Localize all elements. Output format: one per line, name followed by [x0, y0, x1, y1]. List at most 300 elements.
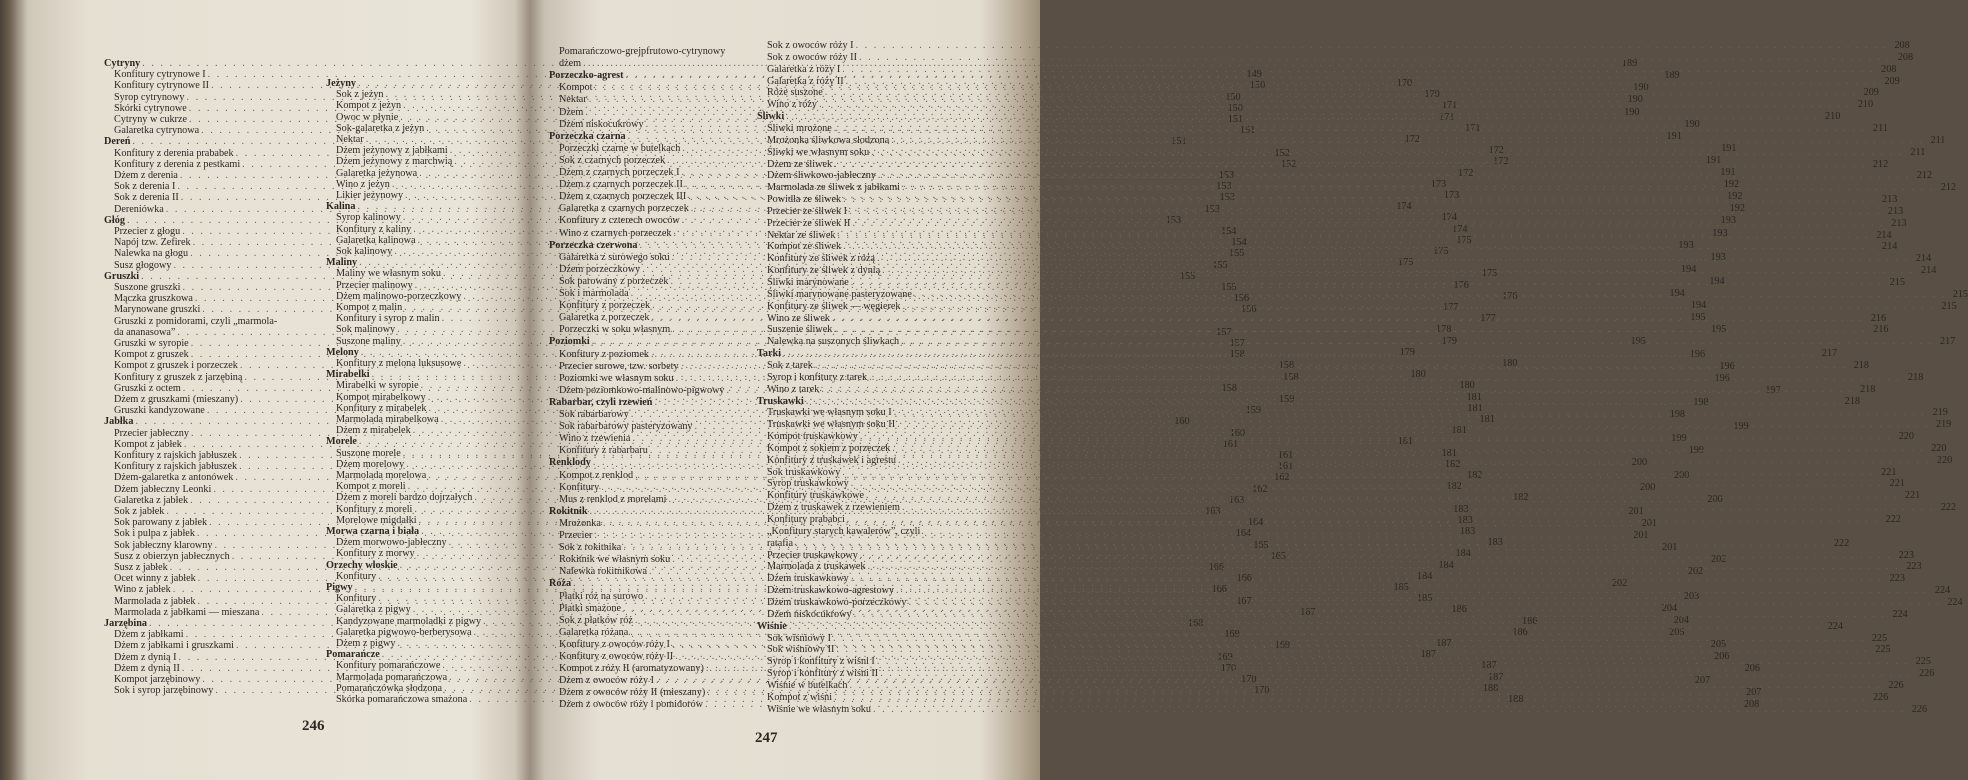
- entry-title: Napój tzw. Zefirek: [114, 237, 191, 249]
- entry-title: Galaretka pigwowo-berberysowa: [336, 626, 472, 638]
- page-ref: 196: [1719, 360, 1735, 372]
- page-ref: 150: [1249, 80, 1266, 92]
- entry-title: Śliwki: [757, 111, 785, 123]
- page-ref: 178: [1436, 324, 1452, 336]
- entry-title: Sok i syrop jarzębinowy: [114, 685, 214, 697]
- entry-title: Owoc w płynie: [336, 111, 399, 123]
- entry-title: Konfitury z truskawek i agrestu: [767, 454, 897, 466]
- entry-title: ratafia: [767, 537, 794, 549]
- entry-title: Galaretka z jabłek: [114, 494, 189, 506]
- page-ref: 210: [1857, 99, 1874, 111]
- entry-title: Sok z derenia II: [114, 192, 179, 204]
- page-ref: 212: [1940, 182, 1957, 194]
- page-ref: 161: [1222, 438, 1239, 450]
- page-ref: 197: [1765, 384, 1781, 396]
- entry-title: Kompot z sokiem z porzeczek: [767, 442, 891, 454]
- entry-title: Galaretka cytrynowa: [114, 125, 200, 137]
- page-ref: 201: [1633, 530, 1649, 541]
- entry-title: Dżem niskocukrowy: [559, 118, 644, 130]
- page-ref: 155: [1221, 282, 1237, 293]
- page-ref: 184: [1455, 548, 1471, 560]
- page-ref: 170: [1424, 89, 1440, 101]
- page-ref: 195: [1711, 324, 1727, 336]
- page-ref: 172: [1493, 156, 1509, 168]
- page-ref: 177: [1480, 313, 1496, 325]
- page-ref: 217: [1821, 348, 1838, 360]
- page-ref: 215: [1941, 300, 1957, 312]
- entry-title: Nalewka rokitnikowa: [559, 566, 647, 578]
- entry-title: Gruszki z octem: [114, 382, 181, 394]
- entry-title: Nalewka na suszonych śliwkach: [767, 336, 900, 348]
- page-ref: 222: [1833, 537, 1850, 549]
- page-ref: 170: [1254, 685, 1270, 697]
- entry-title: Sok malinowy: [336, 324, 396, 336]
- page-ref: 203: [1683, 590, 1700, 602]
- dot-leader: [789, 621, 1821, 632]
- entry-title: Konfitury z owoców róży II: [559, 651, 674, 662]
- entry-title: Sok z tarek: [767, 359, 813, 371]
- dot-leader: [834, 324, 1866, 335]
- entry-title: Mrożonka: [559, 517, 601, 529]
- entry-title: Przecier: [559, 530, 593, 541]
- page-ref: 184: [1438, 559, 1454, 571]
- page-ref: 217: [1939, 336, 1956, 348]
- dot-leader: [836, 644, 1868, 655]
- page-ref: 177: [1443, 302, 1459, 313]
- entry-title: Kompot: [559, 82, 593, 94]
- entry-title: Przecier jabłeczny: [114, 427, 189, 439]
- page-ref: 170: [1396, 78, 1413, 89]
- page-ref: 181: [1479, 414, 1495, 425]
- page-ref: 179: [1441, 335, 1457, 347]
- dot-leader: [843, 241, 1875, 252]
- page-ref: 218: [1860, 383, 1876, 395]
- page-ref: 208: [1743, 699, 1760, 711]
- page-ref: 183: [1457, 514, 1473, 526]
- entry-title: Cytryny: [104, 58, 141, 69]
- page-ref: 174: [1452, 223, 1468, 235]
- page-ref: 166: [1211, 584, 1227, 596]
- entry-title: Konfitury z derenia z pestkami: [114, 158, 241, 170]
- page-ref: 182: [1467, 470, 1483, 481]
- dot-leader: [867, 561, 1899, 572]
- entry-title: Powidła ze śliwek: [767, 194, 842, 206]
- entry-title: Dereń: [104, 136, 131, 148]
- page-ref: 169: [1274, 640, 1291, 652]
- dot-leader: [819, 99, 1851, 110]
- entry-title: Sok z rokitnika: [559, 542, 622, 554]
- page-ref: 171: [1465, 122, 1481, 134]
- entry-title: Orzechy włoskie: [326, 559, 398, 571]
- entry-title: Przecier ze śliwek II: [767, 217, 851, 229]
- page-ref: 175: [1398, 257, 1414, 269]
- page-ref: 181: [1466, 391, 1482, 403]
- entry-title: Galaretka z róży II: [767, 75, 844, 87]
- entry-title: Sok z jabłek: [114, 506, 165, 517]
- entry-title: Sok kalinowy: [336, 246, 393, 257]
- entry-title: Kompot jarzębinowy: [114, 674, 201, 685]
- page-ref: 223: [1898, 549, 1914, 561]
- page-ref: 202: [1687, 566, 1704, 578]
- entry-title: Pomarańcze: [326, 649, 380, 661]
- page-ref: 161: [1277, 461, 1294, 473]
- entry-title: Konfitury z melona luksusowe: [336, 358, 462, 369]
- page-ref: 151: [1240, 125, 1256, 137]
- entry-title: Sok rabarbarowy pasteryzowany: [559, 421, 693, 433]
- page-ref: 176: [1453, 279, 1469, 291]
- entry-title: Marmolada z truskawek: [767, 561, 866, 573]
- page-ref: 190: [1627, 94, 1643, 106]
- page-ref: 201: [1662, 542, 1678, 554]
- entry-title: „Konfitury starych kawalerów”, czyli: [767, 525, 921, 537]
- page-ref: 201: [1641, 517, 1658, 529]
- page-ref: 186: [1522, 615, 1538, 627]
- entry-title: Porzeczki czarne w butelkach: [559, 142, 681, 154]
- entry-title: Dżem: [559, 106, 584, 118]
- page-ref: 185: [1417, 593, 1433, 605]
- entry-title: Dżem z owoców róży i pomidorów: [559, 699, 704, 711]
- entry-title: Pomarańczówka słodzona: [336, 682, 443, 694]
- page-ref: 222: [1940, 502, 1957, 514]
- entry-title: Marmolada mirabelkowa: [336, 414, 439, 425]
- page-ref: 224: [1827, 620, 1843, 632]
- page-ref: 158: [1229, 349, 1245, 361]
- page-ref: 208: [1881, 63, 1897, 75]
- page-ref: 181: [1397, 436, 1414, 448]
- page-ref: 189: [1621, 58, 1638, 70]
- page-ref: 194: [1681, 263, 1697, 275]
- entry-title: Przecier malinowy: [336, 279, 413, 291]
- page-ref: 211: [1930, 134, 1946, 146]
- page-ref: 162: [1274, 472, 1290, 484]
- entry-title: Dżem z dynią I: [114, 651, 177, 663]
- dot-leader: [847, 514, 1879, 525]
- entry-title: Morele: [326, 436, 357, 448]
- entry-title: Dżem z pigwy: [336, 638, 396, 649]
- entry-title: Płatki róż na surowo: [559, 590, 644, 602]
- entry-title: Suszone gruszki: [114, 282, 181, 293]
- index-entry: [549, 46, 755, 57]
- page-ref: 198: [1669, 409, 1686, 420]
- entry-title: Konfitury z owoców róży I: [559, 638, 670, 650]
- page-ref: 200: [1631, 457, 1648, 469]
- entry-title: Dżem z czarnych porzeczek I: [559, 167, 680, 178]
- page-ref: 169: [1217, 651, 1233, 663]
- page-ref: 213: [1887, 205, 1904, 217]
- page-ref: 174: [1441, 212, 1457, 224]
- page-ref: 195: [1690, 312, 1706, 324]
- entry-title: Suszone morele: [336, 447, 401, 459]
- page-ref: 192: [1729, 203, 1745, 215]
- page-ref: 150: [1227, 102, 1243, 114]
- page-ref: 193: [1678, 239, 1694, 251]
- entry-title: Maliny we własnym soku: [336, 268, 441, 280]
- dot-leader: [833, 633, 1865, 644]
- page-ref: 175: [1433, 246, 1449, 257]
- page-ref: 214: [1921, 265, 1937, 277]
- page-ref: 182: [1513, 492, 1529, 504]
- page-ref: 154: [1221, 226, 1237, 237]
- entry-title: Syrop kalinowy: [336, 212, 401, 224]
- dot-leader: [894, 407, 1926, 418]
- dot-leader: [815, 360, 1847, 371]
- entry-title: Dżem z mirabelek: [336, 425, 411, 437]
- page-ref: 191: [1721, 142, 1737, 154]
- page-ref: 171: [1439, 111, 1455, 123]
- dot-leader: [821, 384, 1853, 395]
- entry-title: Kompot ze śliwek: [767, 241, 842, 253]
- entry-title: Sok z derenia I: [114, 181, 176, 193]
- entry-title: Przecier truskawkowy: [767, 549, 858, 561]
- page-ref: 167: [1236, 595, 1252, 607]
- entry-title: Rabarbar, czyli rzewień: [549, 396, 653, 408]
- entry-title: Galaretka z czarnych porzeczek: [559, 203, 689, 215]
- entry-title: Nektar ze śliwek: [767, 229, 836, 241]
- page-ref: 155: [1228, 248, 1245, 260]
- dot-leader: [902, 182, 1934, 193]
- page-ref: 175: [1481, 268, 1498, 280]
- page-ref: 183: [1453, 503, 1469, 515]
- page-ref: 218: [1853, 359, 1869, 371]
- page-ref: 159: [1279, 394, 1295, 405]
- page-ref: 191: [1705, 154, 1722, 166]
- dot-leader: [877, 656, 1909, 667]
- entry-title: Syrop i konfitury z wiśni II: [767, 668, 879, 680]
- entry-title: Konfitury z morwy: [336, 548, 415, 560]
- entry-title: Kompot truskawkowy: [767, 431, 858, 443]
- page-ref: 166: [1208, 562, 1224, 573]
- page-ref: 160: [1229, 427, 1246, 439]
- entry-title: Dżem z dynią II: [114, 662, 180, 674]
- entry-title: Dżem z owoców róży I: [559, 675, 655, 687]
- entry-title: Marmolada z jabłkami — mieszana: [114, 606, 260, 618]
- page-ref: 210: [1825, 111, 1841, 123]
- page-ref: 195: [1630, 336, 1646, 348]
- page-ref: 206: [1744, 663, 1760, 675]
- page-ref: 209: [1884, 75, 1900, 87]
- entry-title: Konfitury z derenia prababek: [114, 147, 234, 159]
- entry-title: Sok z czarnych porzeczek: [559, 154, 666, 166]
- entry-title: Dżem morelowy: [336, 458, 405, 470]
- page-ref: 207: [1694, 675, 1711, 687]
- entry-title: Dżem ze śliwek: [767, 158, 833, 170]
- page-ref: 193: [1712, 227, 1728, 239]
- dot-leader: [851, 478, 1883, 489]
- page-ref: 183: [1487, 537, 1503, 549]
- entry-title: Jarzębina: [104, 618, 148, 629]
- entry-title: Marynowane gruszki: [114, 304, 201, 316]
- page-ref: 187: [1436, 638, 1452, 649]
- entry-title: Śliwki marynowane: [767, 277, 849, 288]
- page-ref: 164: [1247, 517, 1264, 529]
- page-ref: 190: [1624, 106, 1640, 118]
- entry-title: Wiśnie w butelkach: [767, 679, 848, 691]
- page-ref: 170: [1241, 674, 1257, 685]
- page-ref: 165: [1253, 539, 1269, 551]
- dot-leader: [869, 372, 1901, 383]
- page-ref: 155: [1212, 259, 1228, 271]
- entry-title: Dżem malinowo-porzeczkowy: [336, 290, 462, 302]
- entry-title: Wino z czarnych porzeczek: [559, 227, 672, 239]
- page-ref: 218: [1908, 371, 1924, 383]
- page-ref: 150: [1225, 91, 1241, 103]
- entry-title: Likier jeżynowy: [336, 190, 404, 201]
- page-ref: 186: [1512, 626, 1528, 638]
- entry-title: Sok wiśniowy I: [767, 632, 831, 644]
- page-ref: 181: [1441, 447, 1457, 459]
- page-ref: 226: [1872, 691, 1889, 703]
- dot-leader: [866, 490, 1898, 504]
- page-ref: 158: [1278, 360, 1295, 372]
- dot-leader: [859, 52, 1891, 63]
- page-ref: 211: [1910, 146, 1926, 158]
- entry-title: Sok z płatków róż: [559, 614, 633, 626]
- dot-leader: [832, 313, 1864, 324]
- entry-title: Sok wiśniowy II: [767, 644, 835, 656]
- entry-title: Kompot z malin: [336, 302, 403, 313]
- entry-title: Mirabelki w syropie: [336, 380, 419, 392]
- entry-title: Konfitury cytrynowe II: [114, 80, 210, 92]
- dot-leader: [852, 218, 1884, 229]
- entry-title: Morwa czarna i biała: [326, 526, 420, 537]
- dot-leader: [871, 147, 1903, 158]
- page-ref: 187: [1481, 660, 1497, 672]
- entry-title: Suszenie śliwek: [767, 324, 833, 336]
- page-ref: 224: [1892, 608, 1908, 620]
- page-ref: 204: [1673, 614, 1689, 626]
- entry-title: Gruszki kandyzowane: [114, 405, 205, 417]
- page-ref: 221: [1904, 490, 1921, 502]
- dot-leader: [901, 336, 1933, 347]
- page-ref: 214: [1915, 253, 1932, 265]
- entry-title: Dżem poziomkowo-malinowo-pigwowy: [559, 384, 725, 396]
- page-ref: 165: [1270, 550, 1286, 562]
- entry-title: Konfitury: [336, 570, 377, 582]
- page-ref: 198: [1693, 396, 1709, 408]
- entry-title: Wino z róży: [767, 99, 817, 111]
- page-ref: 182: [1445, 458, 1461, 470]
- entry-title: Syrop i konfitury z wiśni I: [767, 656, 875, 668]
- page-ref: 185: [1393, 582, 1409, 593]
- right-page-number: 247: [755, 730, 778, 746]
- dot-leader: [908, 597, 1940, 608]
- page-ref: 215: [1889, 277, 1905, 288]
- entry-title: Konfitury i syrop z malin: [336, 313, 440, 325]
- page-ref: 170: [1220, 662, 1237, 674]
- page-ref: 187: [1420, 649, 1436, 661]
- dot-leader: [806, 396, 1838, 407]
- entry-title: Truskawki we własnym soku II: [767, 419, 896, 431]
- entry-title: Sok i marmolada: [559, 288, 629, 299]
- page-ref: 218: [1844, 395, 1860, 407]
- entry-title: Sok parowany z jabłek: [114, 517, 208, 529]
- entry-title: Dżem z truskawek z rzewieniem: [767, 502, 900, 514]
- page-ref: 214: [1882, 241, 1898, 253]
- entry-title: Mus z renklod z morelami: [559, 493, 667, 505]
- entry-title: Dżem z jabłkami: [114, 629, 184, 641]
- page-ref: 204: [1661, 602, 1678, 614]
- entry-title: Poziomki we własnym soku: [559, 372, 674, 384]
- page-ref: 152: [1274, 147, 1290, 159]
- dot-leader: [880, 668, 1912, 679]
- dot-leader: [878, 167, 1910, 181]
- page-ref: 222: [1885, 514, 1901, 525]
- entry-title: Dżem jabłeczny Leonki: [114, 483, 212, 495]
- entry-title: Kompot z róży II (aromatyzowany): [559, 663, 704, 675]
- page-ref: 166: [1236, 573, 1252, 585]
- page-ref: 189: [1664, 70, 1680, 82]
- entry-title: Dżem porzeczkowy: [559, 263, 641, 275]
- page-ref: 215: [1952, 288, 1968, 300]
- entry-title: Kompot z gruszek: [114, 349, 189, 361]
- entry-title: Rokitnik: [549, 505, 588, 517]
- page-ref: 174: [1396, 201, 1412, 213]
- index-entry: [104, 316, 320, 327]
- page-ref: 200: [1707, 493, 1723, 505]
- dot-leader: [786, 111, 1818, 122]
- entry-title: Syrop truskawkowy: [767, 478, 849, 490]
- dot-leader: [891, 135, 1923, 146]
- entry-title: Konfitury z rabarbaru: [559, 445, 648, 457]
- entry-title: Kalina: [326, 201, 356, 213]
- entry-title: Dżem z czarnych porzeczek III: [559, 191, 687, 203]
- entry-title: Suszone maliny: [336, 335, 401, 347]
- page-ref: 199: [1688, 445, 1704, 457]
- entry-title: Jabłka: [104, 416, 134, 428]
- page-ref: 182: [1446, 481, 1462, 493]
- page-ref: 205: [1710, 638, 1727, 650]
- page-ref: 193: [1710, 251, 1726, 263]
- entry-title: Gruszki z pomidorami, czyli „marmola-: [114, 315, 278, 327]
- entry-title: Kandyzowane marmoladki z pigwy: [336, 615, 482, 627]
- page-ref: 161: [1277, 450, 1294, 461]
- page-ref: 164: [1235, 528, 1252, 540]
- page-ref: 179: [1399, 346, 1415, 358]
- entry-title: Susz z jabłek: [114, 562, 168, 573]
- dot-leader: [877, 253, 1909, 264]
- entry-title: Dżem truskawkowy: [767, 573, 849, 585]
- entry-title: Konfitury z porzeczek: [559, 300, 651, 312]
- page-ref: 156: [1233, 293, 1250, 305]
- dot-leader: [860, 550, 1892, 561]
- entry-title: Głóg: [104, 214, 125, 226]
- entry-title: Sok truskawkowy: [767, 466, 841, 478]
- entry-title: Galaretka z surowego soku: [559, 251, 670, 263]
- entry-title: Jeżyny: [326, 78, 356, 89]
- page-ref: 221: [1881, 466, 1897, 478]
- entry-title: Truskawki: [757, 395, 804, 407]
- entry-title: Sok-galaretka z jeżyn: [336, 122, 425, 134]
- page-ref: 169: [1224, 629, 1240, 641]
- page-ref: 224: [1947, 596, 1963, 608]
- page-ref: 152: [1281, 158, 1297, 170]
- entry-title: Galaretka z porzeczek: [559, 312, 650, 324]
- index-entry: [757, 526, 971, 537]
- entry-title: Konfitury z czterech owoców: [559, 215, 680, 227]
- entry-title: Kompot mirabelkowy: [336, 391, 426, 403]
- page-ref: 199: [1733, 421, 1749, 433]
- entry-title: Sok z owoców róży II: [767, 51, 857, 63]
- entry-title: Róże suszone: [767, 87, 823, 99]
- entry-title: Róża: [549, 578, 572, 590]
- page-ref: 205: [1669, 626, 1685, 638]
- page-ref: 180: [1502, 358, 1518, 369]
- page-ref: 188: [1508, 694, 1524, 705]
- entry-title: Nektar: [336, 134, 364, 145]
- dot-leader: [834, 159, 1866, 170]
- entry-title: Przecier ze śliwek I: [767, 205, 848, 217]
- dot-leader: [914, 289, 1946, 300]
